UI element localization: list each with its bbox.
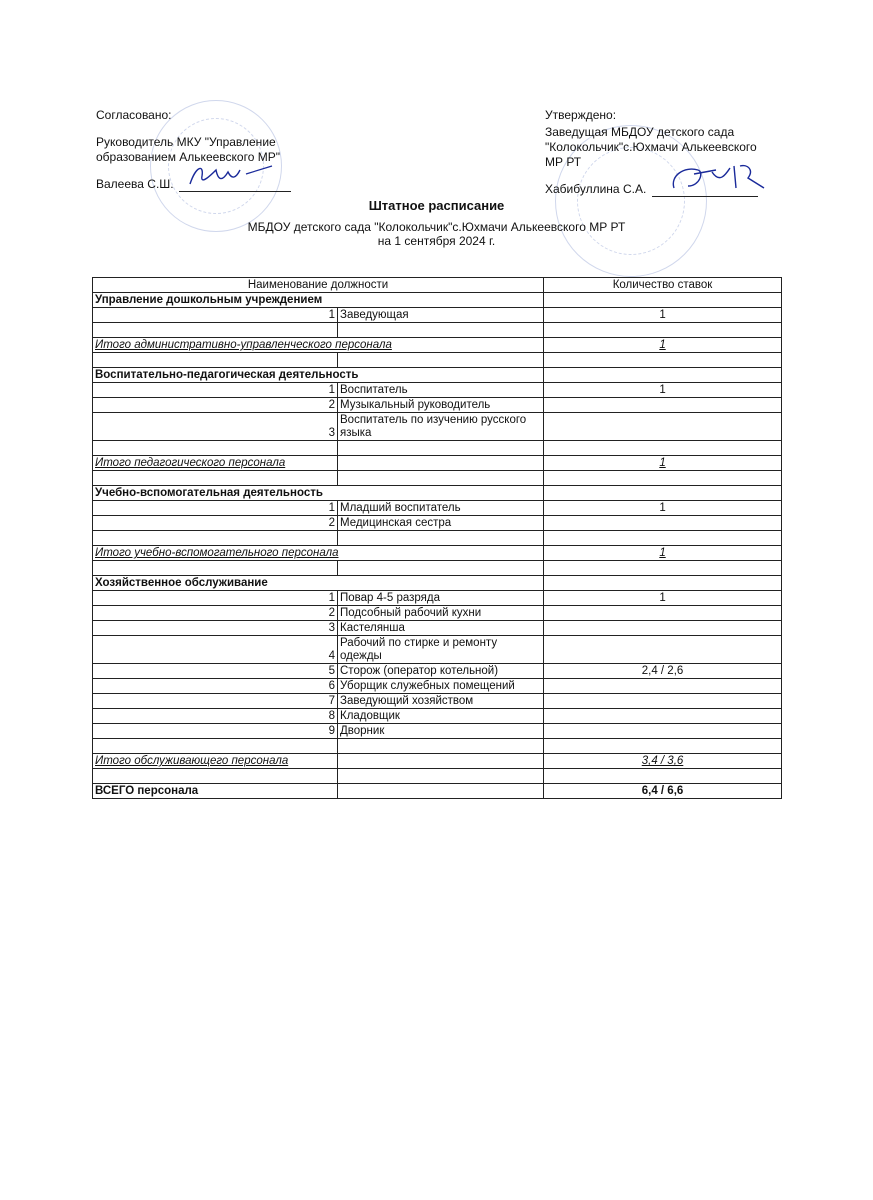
agreed-label: Согласовано: bbox=[96, 108, 172, 122]
row-count: 1 bbox=[544, 501, 782, 516]
row-name: Кастелянша bbox=[338, 621, 544, 636]
subtitle-line2: на 1 сентября 2024 г. bbox=[377, 234, 496, 248]
header-count: Количество ставок bbox=[544, 278, 782, 293]
section-row bbox=[93, 368, 782, 383]
table-header-row bbox=[93, 278, 782, 293]
row-name-line1: Рабочий по стирке и ремонту bbox=[340, 637, 498, 649]
document-subtitle bbox=[0, 220, 873, 248]
total-label: Итого педагогического персонала bbox=[93, 456, 338, 471]
row-num: 1 bbox=[93, 308, 338, 323]
table-row bbox=[93, 501, 782, 516]
row-count bbox=[544, 413, 782, 441]
blank-row bbox=[93, 769, 782, 784]
blank-row bbox=[93, 739, 782, 754]
row-num: 3 bbox=[93, 621, 338, 636]
document-title: Штатное расписание bbox=[368, 198, 505, 213]
table-row bbox=[93, 398, 782, 413]
approved-position-line2: "Колокольчик"с.Юхмачи Алькеевского bbox=[545, 140, 757, 154]
staffing-table bbox=[92, 277, 782, 799]
approved-signature bbox=[664, 160, 774, 196]
row-count bbox=[544, 516, 782, 531]
row-num: 1 bbox=[93, 501, 338, 516]
row-num: 7 bbox=[93, 694, 338, 709]
agreed-signature bbox=[182, 160, 277, 192]
table-row bbox=[93, 694, 782, 709]
row-name: Повар 4-5 разряда bbox=[338, 591, 544, 606]
row-name: Медицинская сестра bbox=[338, 516, 544, 531]
approved-label: Утверждено: bbox=[545, 108, 617, 122]
row-num: 2 bbox=[93, 516, 338, 531]
total-label: Итого учебно-вспомогательного персонала bbox=[93, 546, 544, 561]
grand-total-label: ВСЕГО персонала bbox=[93, 784, 338, 799]
row-name: Воспитатель bbox=[338, 383, 544, 398]
blank-row bbox=[93, 561, 782, 576]
row-count bbox=[544, 709, 782, 724]
total-value: 1 bbox=[544, 338, 782, 353]
header-name: Наименование должности bbox=[93, 278, 544, 293]
total-value: 1 bbox=[544, 546, 782, 561]
table-row bbox=[93, 679, 782, 694]
total-label: Итого административно-управленческого персонала bbox=[93, 338, 544, 353]
row-count bbox=[544, 621, 782, 636]
section-title: Хозяйственное обслуживание bbox=[93, 576, 544, 591]
row-name: Заведующая bbox=[338, 308, 544, 323]
table-row bbox=[93, 591, 782, 606]
blank-row bbox=[93, 471, 782, 486]
table-row bbox=[93, 413, 782, 441]
grand-total-row bbox=[93, 784, 782, 799]
row-num: 2 bbox=[93, 398, 338, 413]
row-num: 4 bbox=[93, 636, 338, 664]
agreed-position-line1: Руководитель МКУ "Управление bbox=[96, 135, 276, 149]
table-row bbox=[93, 308, 782, 323]
table-row bbox=[93, 664, 782, 679]
row-num: 2 bbox=[93, 606, 338, 621]
section-row bbox=[93, 576, 782, 591]
row-num: 8 bbox=[93, 709, 338, 724]
blank-row bbox=[93, 441, 782, 456]
row-name: Младший воспитатель bbox=[338, 501, 544, 516]
row-num: 5 bbox=[93, 664, 338, 679]
row-name-line1: Воспитатель по изучению русского bbox=[340, 414, 527, 426]
total-row bbox=[93, 456, 782, 471]
row-count: 2,4 / 2,6 bbox=[544, 664, 782, 679]
row-name bbox=[338, 413, 544, 441]
subtitle-line1: МБДОУ детского сада "Колокольчик"с.Юхмачи Алькеевского МР РТ bbox=[247, 220, 626, 234]
blank-row bbox=[93, 323, 782, 338]
row-num: 9 bbox=[93, 724, 338, 739]
total-row bbox=[93, 546, 782, 561]
agreed-position-line2: образованием Алькеевского МР" bbox=[96, 150, 280, 164]
total-row bbox=[93, 338, 782, 353]
grand-total-value: 6,4 / 6,6 bbox=[544, 784, 782, 799]
row-name: Музыкальный руководитель bbox=[338, 398, 544, 413]
row-count: 1 bbox=[544, 308, 782, 323]
row-count bbox=[544, 724, 782, 739]
row-count bbox=[544, 636, 782, 664]
table-row bbox=[93, 383, 782, 398]
row-num: 6 bbox=[93, 679, 338, 694]
row-count: 1 bbox=[544, 591, 782, 606]
total-row bbox=[93, 754, 782, 769]
blank-row bbox=[93, 353, 782, 368]
section-title: Учебно-вспомогательная деятельность bbox=[93, 486, 544, 501]
row-name: Кладовщик bbox=[338, 709, 544, 724]
row-num: 1 bbox=[93, 383, 338, 398]
table-row bbox=[93, 709, 782, 724]
approved-signer-name: Хабибуллина С.А. bbox=[545, 182, 647, 196]
approved-signature-line bbox=[652, 196, 758, 197]
row-name bbox=[338, 636, 544, 664]
row-name-line2: одежды bbox=[340, 650, 382, 662]
row-name: Заведующий хозяйством bbox=[338, 694, 544, 709]
row-count bbox=[544, 694, 782, 709]
approved-position-line3: МР РТ bbox=[545, 155, 582, 169]
row-count bbox=[544, 606, 782, 621]
section-row bbox=[93, 293, 782, 308]
table-row bbox=[93, 621, 782, 636]
row-name: Сторож (оператор котельной) bbox=[338, 664, 544, 679]
row-name: Дворник bbox=[338, 724, 544, 739]
row-name: Уборщик служебных помещений bbox=[338, 679, 544, 694]
table-row bbox=[93, 724, 782, 739]
table-row bbox=[93, 606, 782, 621]
approved-position-line1: Заведущая МБДОУ детского сада bbox=[545, 125, 735, 139]
blank-row bbox=[93, 531, 782, 546]
total-value: 1 bbox=[544, 456, 782, 471]
table-row bbox=[93, 636, 782, 664]
row-count bbox=[544, 398, 782, 413]
row-count: 1 bbox=[544, 383, 782, 398]
total-value: 3,4 / 3,6 bbox=[544, 754, 782, 769]
total-label: Итого обслуживающего персонала bbox=[93, 754, 338, 769]
agreed-signer-name: Валеева С.Ш. bbox=[96, 177, 174, 191]
section-title: Воспитательно-педагогическая деятельность bbox=[93, 368, 544, 383]
row-num: 1 bbox=[93, 591, 338, 606]
section-title: Управление дошкольным учреждением bbox=[93, 293, 544, 308]
row-name-line2: языка bbox=[340, 427, 372, 439]
row-count bbox=[544, 679, 782, 694]
section-row bbox=[93, 486, 782, 501]
row-name: Подсобный рабочий кухни bbox=[338, 606, 544, 621]
row-num: 3 bbox=[93, 413, 338, 441]
table-row bbox=[93, 516, 782, 531]
